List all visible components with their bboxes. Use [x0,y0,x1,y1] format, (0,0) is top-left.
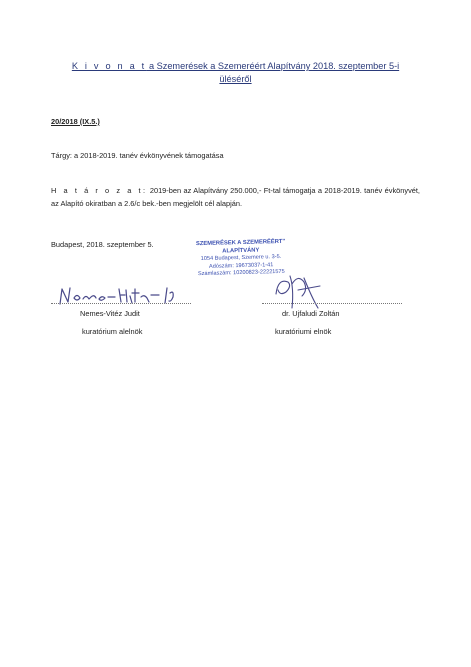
document-title [40,60,431,86]
stamp-line-3: 1054 Budapest, Szemere u. 3-5. [200,254,282,263]
subject-label: Tárgy: [51,151,72,160]
subject-text: a 2018-2019. tanév évkönyvének támogatása [71,151,224,160]
stamp-line-5: Számlaszám: 10200823-22221575 [197,269,285,278]
signatory-role-right: kuratóriumi elnök [275,327,332,336]
signatory-name-right: dr. Ujfaludi Zoltán [282,309,340,318]
stamp-line-2: ALAPÍTVÁNY [222,247,260,255]
signature-line-left [51,303,191,304]
title-spaced-word: K i v o n a t [71,61,147,71]
place-date: Budapest, 2018. szeptember 5. [51,240,154,249]
decision-label: H a t á r o z a t: [51,186,148,195]
title-line-2: üléséről [219,74,252,84]
signature-right [268,268,328,312]
decision-paragraph [51,184,420,210]
stamp-line-4: Adószám: 19673037-1-41 [208,261,274,270]
decision-text: 2019-ben az Alapítvány 250.000,- Ft-tal támogatja a 2018-2019. tanév évkönyvét, az Alapító okiratban a 2.6/c bek.-ben megjelölt cél alapján. [51,186,420,208]
stamp-line-1: SZEMERÉSEK A SZEMERÉÉRT" [195,238,286,248]
subject-line [51,151,224,160]
signatory-name-left: Nemes-Vitéz Judit [80,309,140,318]
decision-number: 20/2018 (IX.5.) [51,117,100,126]
signature-line-right [262,303,402,304]
signatory-role-left: kuratórium alelnök [82,327,143,336]
title-text: a Szemerések a Szemeréért Alapítvány 2018. szeptember 5-i [146,61,400,71]
